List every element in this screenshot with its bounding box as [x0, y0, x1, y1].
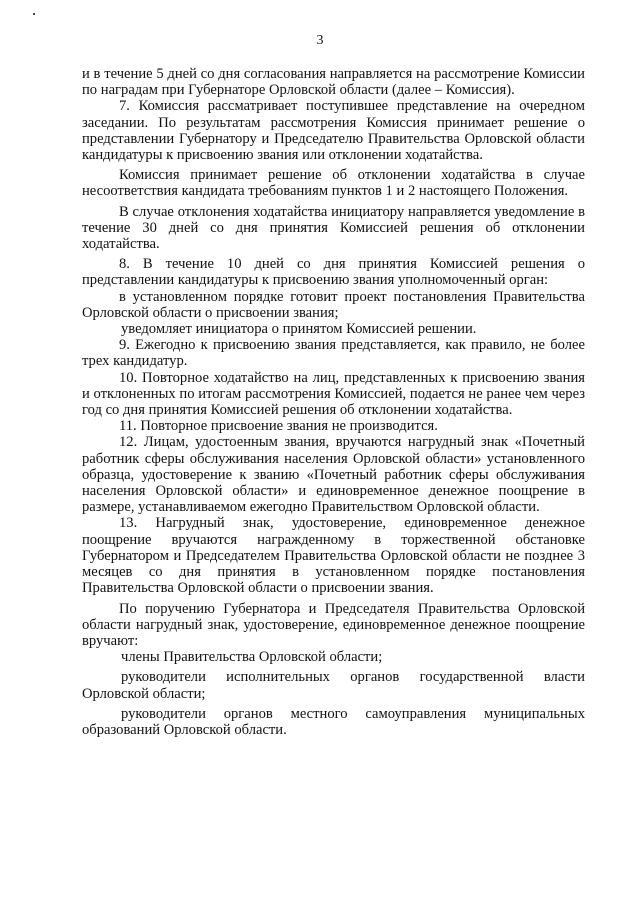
paragraph-item-7: 7. Комиссия рассматривает поступившее представление на очередном заседании. По результатам рассмотрения Комиссия принимает решение о представлении Губернатору и Председателю Правительства Орловской области кандидатуры к присвоению звания или отклонении ходатайства. — [82, 98, 585, 164]
paragraph-intro: и в течение 5 дней со дня согласования направляется на рассмотрение Комиссии по наградам при Губернаторе Орловской области (далее – Комиссия). — [82, 66, 585, 99]
list-item-government-members: члены Правительства Орловской области; — [121, 649, 383, 666]
paragraph-item-8: 8. В течение 10 дней со дня принятия Комиссией решения о представлении кандидатуры к присвоению звания уполномоченный орган: — [82, 256, 585, 289]
list-item-executive-heads: руководители исполнительных органов государственной власти Орловской области; — [82, 669, 585, 702]
paragraph-delegated-award: По поручению Губернатора и Председателя Правительства Орловской области нагрудный знак, удостоверение, единовременное денежное поощрение вручают: — [82, 600, 585, 649]
document-body — [82, 66, 585, 738]
paragraph-rejection-notice: В случае отклонения ходатайства инициатору направляется уведомление в течение 30 дней со дня принятия Комиссией решения об отклонении ходатайства. — [82, 203, 585, 253]
page-number: 3 — [316, 33, 324, 48]
list-item-prepare-resolution: в установленном порядке готовит проект постановления Правительства Орловской области о присвоении звания; — [82, 288, 585, 321]
list-item-municipal-heads: руководители органов местного самоуправления муниципальных образований Орловской области. — [82, 705, 585, 738]
list-item-notify-initiator: уведомляет инициатора о принятом Комиссией решении. — [121, 321, 477, 338]
paragraph-item-12: 12. Лицам, удостоенным звания, вручаются нагрудный знак «Почетный работник сферы обслуживания населения Орловской области» установленного образца, удостоверение к званию «Почетный работник сферы обслуживания населения Орловской области» и единовременное денежное поощрение в размере, устанавливаемом ежегодно Правительством Орловской области. — [82, 434, 585, 516]
paragraph-item-13: 13. Нагрудный знак, удостоверение, единовременное денежное поощрение вручаются награжденному в торжественной обстановке Губернатором и Председателем Правительства Орловской области не позднее 3 месяцев со дня принятия в установленном порядке постановления Правительства Орловской области о присвоении звания. — [82, 515, 585, 597]
scan-speck — [33, 13, 35, 15]
paragraph-item-11: 11. Повторное присвоение звания не производится. — [119, 418, 438, 435]
paragraph-item-10: 10. Повторное ходатайство на лиц, представленных к присвоению звания и отклоненных по итогам рассмотрения Комиссией, подается не ранее чем через год со дня принятия Комиссией решения об отклонении ходатайства. — [82, 369, 585, 419]
paragraph-rejection-decision: Комиссия принимает решение об отклонении ходатайства в случае несоответствия кандидата требованиям пунктов 1 и 2 настоящего Положения. — [82, 167, 585, 200]
paragraph-item-9: 9. Ежегодно к присвоению звания представляется, как правило, не более трех кандидатур. — [82, 337, 585, 370]
